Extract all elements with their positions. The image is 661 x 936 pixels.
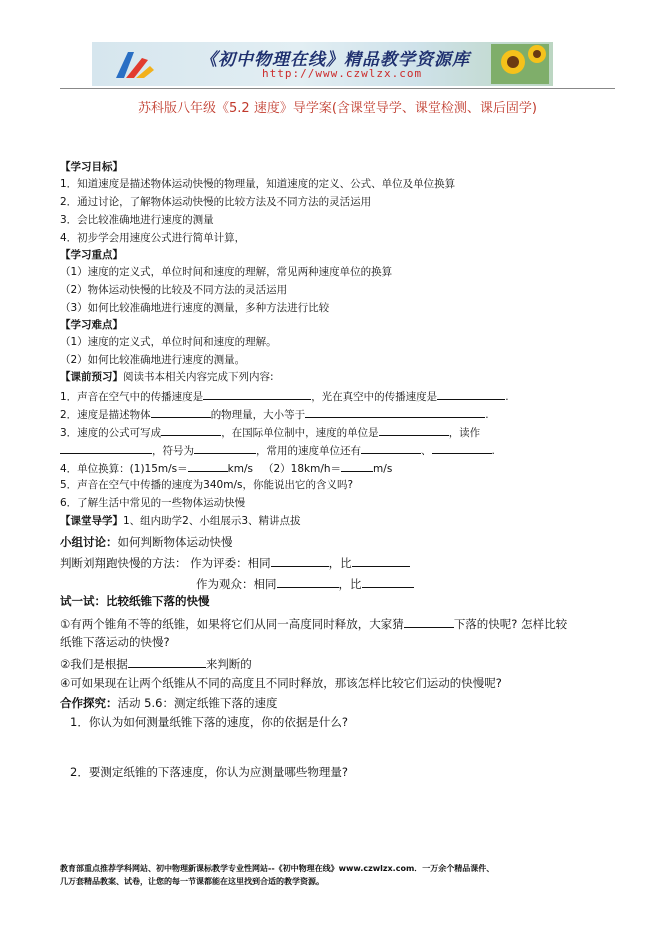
- preview-q1: 1．声音在空气中的传播速度是 ，光在真空中的传播速度是 .: [60, 388, 509, 404]
- answer-blank[interactable]: [128, 656, 206, 668]
- q3-text-a: 3．速度的公式可写成: [60, 427, 162, 439]
- page-footer: [60, 862, 620, 888]
- q3-text-b: ，在国际单位制中，速度的单位是: [221, 427, 379, 439]
- answer-blank[interactable]: [194, 442, 256, 454]
- answer-blank[interactable]: [361, 442, 421, 454]
- q4-text-b: km/s: [227, 463, 253, 475]
- banner-url[interactable]: http://www.czwlzx.com: [262, 67, 423, 80]
- goal-item: 4．初步学会用速度公式进行简单计算，: [60, 232, 246, 244]
- answer-blank[interactable]: [352, 555, 410, 567]
- q3-text-e: ，常用的速度单位还有: [256, 445, 361, 457]
- goals-heading: 【学习目标】: [60, 161, 123, 173]
- judge-method-label: 判断刘翔跑快慢的方法：: [60, 556, 187, 570]
- focus-item: （1）速度的定义式，单位时间和速度的理解，常见两种速度单位的换算: [60, 266, 393, 278]
- q3-text-d: ，符号为: [152, 445, 194, 457]
- header-rule: [60, 88, 615, 89]
- q2-text-a: 2．速度是描述物体: [60, 409, 151, 421]
- document-title: 苏科版八年级《5.2 速度》导学案(含课堂导学、课堂检测、课后固学): [138, 101, 537, 116]
- answer-blank[interactable]: [271, 555, 329, 567]
- sunflower-icon: [491, 44, 549, 84]
- header-banner: [92, 42, 553, 86]
- answer-blank[interactable]: [188, 460, 228, 472]
- referee-text-a: 作为评委：相同: [190, 556, 271, 570]
- discussion-text: 如何判断物体运动快慢: [117, 535, 233, 549]
- banner-title: 《初中物理在线》精品教学资源库: [200, 50, 470, 70]
- try-p1-text-a: ①有两个锥角不等的纸锥，如果将它们从同一高度同时释放，大家猜: [60, 617, 404, 631]
- footer-line-1: 教育部重点推荐学科网站、初中物理新课标教学专业性网站--《初中物理在线》www.czwlzx.com．一万余个精品课件、: [60, 864, 495, 873]
- q1-text-b: ，光在真空中的传播速度是: [311, 391, 438, 403]
- discussion-spectator: [196, 576, 414, 591]
- preview-q6: 6．了解生活中常见的一些物体运动快慢: [60, 497, 246, 509]
- difficulty-item: （1）速度的定义式，单位时间和速度的理解。: [60, 336, 277, 348]
- q2-text-b: 的物理量，大小等于: [210, 409, 306, 421]
- preview-q4: [60, 460, 392, 476]
- focus-item: （2）物体运动快慢的比较及不同方法的灵活运用: [60, 284, 288, 296]
- try-item-1: [60, 616, 567, 631]
- q4-text-c: （2）18km/h＝: [263, 463, 342, 475]
- preview-intro: 阅读书本相关内容完成下列内容:: [123, 371, 274, 383]
- preview-intro-line: [60, 370, 274, 384]
- cooperate-activity: 活动 5.6：测定纸锥下落的速度: [117, 696, 278, 710]
- discussion-referee: [60, 555, 410, 570]
- guide-heading: 【课堂导学】: [60, 515, 123, 527]
- goal-item: 1．知道速度是描述物体运动快慢的物理量，知道速度的定义、公式、单位及单位换算: [60, 178, 456, 190]
- answer-blank[interactable]: [203, 388, 311, 400]
- answer-blank[interactable]: [341, 460, 373, 472]
- try-item-1-cont: 纸锥下落运动的快慢?: [60, 635, 170, 649]
- goal-item: 2．通过讨论，了解物体运动快慢的比较方法及不同方法的灵活运用: [60, 196, 372, 208]
- discussion-label: 小组讨论：: [60, 535, 118, 549]
- q3-text-c: ，读作: [448, 427, 481, 439]
- cooperate-line: [60, 696, 277, 710]
- q4-text-d: m/s: [373, 463, 393, 475]
- guide-steps: 1、组内助学2、小组展示3、精讲点拔: [123, 515, 301, 527]
- focus-item: （3）如何比较准确地进行速度的测量，多种方法进行比较: [60, 302, 330, 314]
- difficulty-heading: 【学习难点】: [60, 319, 123, 331]
- preview-q5: 5．声音在空气中传播的速度为340m/s，你能说出它的含义吗?: [60, 479, 354, 491]
- cooperate-q1: 1．你认为如何测量纸锥下落的速度，你的依据是什么?: [70, 715, 348, 729]
- preview-heading: 【课前预习】: [60, 371, 123, 383]
- answer-blank[interactable]: [60, 442, 152, 454]
- referee-text-b: ，比: [328, 556, 352, 570]
- answer-blank[interactable]: [305, 406, 485, 418]
- try-item-2: [60, 656, 252, 671]
- answer-blank[interactable]: [432, 442, 492, 454]
- answer-blank[interactable]: [161, 424, 221, 436]
- answer-blank[interactable]: [379, 424, 449, 436]
- try-item-4: ④可如果现在让两个纸锥从不同的高度且不同时释放，那该怎样比较它们运动的快慢呢?: [60, 676, 502, 690]
- discussion-line: [60, 535, 233, 549]
- try-p2-text-a: ②我们是根据: [60, 657, 128, 671]
- guide-line: [60, 514, 301, 528]
- difficulty-item: （2）如何比较准确地进行速度的测量。: [60, 354, 246, 366]
- try-p1-text-b: 下落的快呢? 怎样比较: [453, 617, 568, 631]
- answer-blank[interactable]: [404, 616, 454, 628]
- goal-item: 3．会比较准确地进行速度的测量: [60, 214, 214, 226]
- cooperate-heading: 合作探究：: [60, 696, 118, 710]
- preview-q2: 2．速度是描述物体 的物理量，大小等于 .: [60, 406, 489, 422]
- spectator-text-b: ，比: [338, 577, 362, 591]
- site-logo-icon: [112, 48, 156, 82]
- q4-text-a: 4．单位换算：(1)15m/s＝: [60, 463, 188, 475]
- q1-text-a: 1．声音在空气中的传播速度是: [60, 391, 204, 403]
- answer-blank[interactable]: [277, 576, 339, 588]
- answer-blank[interactable]: [437, 388, 505, 400]
- answer-blank[interactable]: [362, 576, 414, 588]
- preview-q3-line2: ，符号为 ，常用的速度单位还有 、 .: [60, 442, 495, 458]
- spectator-text-a: 作为观众：相同: [196, 577, 277, 591]
- footer-line-2: 几万套精品教案、试卷，让您的每一节课都能在这里找到合适的教学资源。: [60, 877, 324, 886]
- try-p2-text-b: 来判断的: [205, 657, 252, 671]
- cooperate-q2: 2．要测定纸锥的下落速度，你认为应测量哪些物理量?: [70, 765, 348, 779]
- try-heading: 试一试：比较纸锥下落的快慢: [60, 594, 210, 608]
- answer-blank[interactable]: [151, 406, 211, 418]
- focus-heading: 【学习重点】: [60, 249, 123, 261]
- preview-q3-line1: [60, 424, 480, 440]
